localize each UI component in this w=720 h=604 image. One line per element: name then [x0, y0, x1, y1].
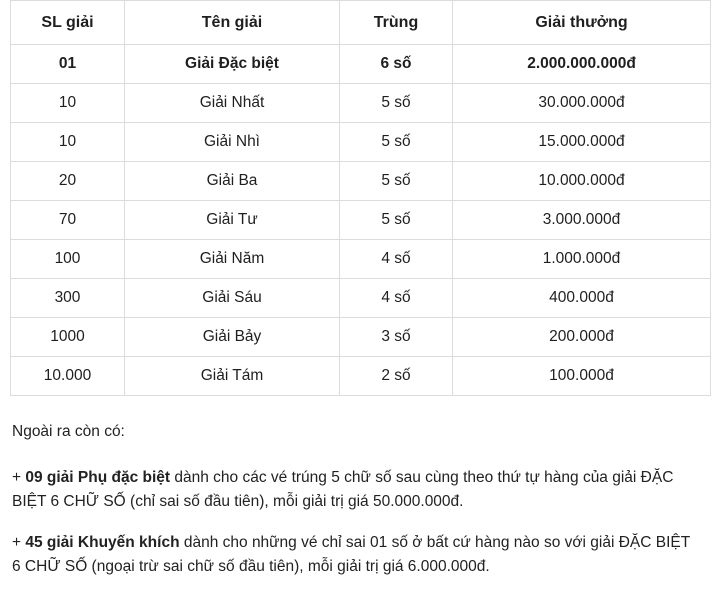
note2-bold-label: 45 giải Khuyến khích — [25, 534, 180, 552]
table-row — [11, 357, 711, 396]
note1-bold-label: 09 giải Phụ đặc biệt — [25, 469, 171, 487]
cell-count: 70 — [11, 201, 125, 240]
cell-prize-value: 2.000.000.000đ — [453, 45, 711, 84]
cell-match: 2 số — [340, 357, 453, 396]
cell-count: 1000 — [11, 318, 125, 357]
cell-prize-value: 15.000.000đ — [453, 123, 711, 162]
table-header-row — [11, 1, 711, 45]
cell-prize-value: 1.000.000đ — [453, 240, 711, 279]
column-header-count: SL giải — [11, 1, 125, 45]
cell-prize-name: Giải Sáu — [125, 279, 340, 318]
cell-count: 20 — [11, 162, 125, 201]
note2-text: dành cho những vé chỉ sai 01 số ở bất cứ hàng nào so với giải ĐẶC BIỆT 6 CHỮ SỐ (ngoại trừ sai chữ số đầu tiên), mỗi giải trị giá 6.000.000đ. — [12, 534, 690, 576]
cell-count: 01 — [11, 45, 125, 84]
cell-count: 10 — [11, 123, 125, 162]
table-header — [11, 1, 711, 45]
cell-prize-name: Giải Bảy — [125, 318, 340, 357]
cell-prize-name: Giải Tám — [125, 357, 340, 396]
note-special-sub-prize — [12, 466, 702, 514]
column-header-prize-name: Tên giải — [125, 1, 340, 45]
table-row — [11, 240, 711, 279]
cell-match: 3 số — [340, 318, 453, 357]
cell-match: 4 số — [340, 279, 453, 318]
cell-prize-name: Giải Nhì — [125, 123, 340, 162]
cell-match: 5 số — [340, 123, 453, 162]
note2-prefix: + — [12, 534, 26, 552]
table-row — [11, 45, 711, 84]
table-row — [11, 201, 711, 240]
note1-text: dành cho các vé trúng 5 chữ số sau cùng theo thứ tự hàng của giải ĐẶC BIỆT 6 CHỮ SỐ (chỉ sai số đầu tiên), mỗi giải trị giá 50.000.000đ. — [12, 469, 674, 511]
cell-prize-value: 100.000đ — [453, 357, 711, 396]
cell-match: 5 số — [340, 201, 453, 240]
cell-count: 10 — [11, 84, 125, 123]
cell-match: 5 số — [340, 84, 453, 123]
column-header-match: Trùng — [340, 1, 453, 45]
cell-prize-name: Giải Đặc biệt — [125, 45, 340, 84]
cell-match: 4 số — [340, 240, 453, 279]
table-row — [11, 279, 711, 318]
cell-prize-value: 30.000.000đ — [453, 84, 711, 123]
table-row — [11, 123, 711, 162]
column-header-prize-value: Giải thưởng — [453, 1, 711, 45]
cell-prize-name: Giải Ba — [125, 162, 340, 201]
cell-count: 100 — [11, 240, 125, 279]
table-row — [11, 84, 711, 123]
table-row — [11, 318, 711, 357]
cell-prize-value: 200.000đ — [453, 318, 711, 357]
table-row — [11, 162, 711, 201]
cell-prize-value: 10.000.000đ — [453, 162, 711, 201]
cell-match: 6 số — [340, 45, 453, 84]
table-body — [11, 45, 711, 396]
cell-match: 5 số — [340, 162, 453, 201]
cell-prize-name: Giải Tư — [125, 201, 340, 240]
prize-table — [10, 0, 711, 396]
cell-count: 300 — [11, 279, 125, 318]
additional-notes — [12, 420, 702, 579]
note1-prefix: + — [12, 469, 26, 487]
notes-intro: Ngoài ra còn có: — [12, 423, 125, 440]
note-consolation-prize — [12, 531, 702, 579]
cell-prize-value: 400.000đ — [453, 279, 711, 318]
cell-prize-name: Giải Nhất — [125, 84, 340, 123]
cell-prize-value: 3.000.000đ — [453, 201, 711, 240]
cell-prize-name: Giải Năm — [125, 240, 340, 279]
cell-count: 10.000 — [11, 357, 125, 396]
